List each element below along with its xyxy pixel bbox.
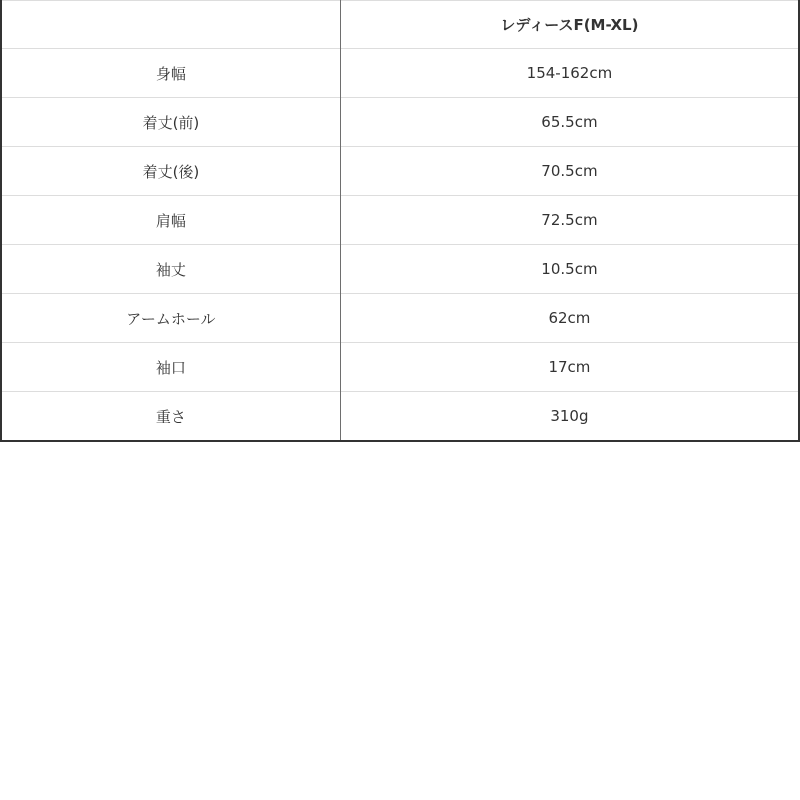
row-value: 65.5cm	[340, 98, 799, 147]
row-value: 72.5cm	[340, 196, 799, 245]
row-label: 袖口	[1, 343, 340, 392]
row-value: 70.5cm	[340, 147, 799, 196]
header-cell-empty	[1, 1, 340, 49]
row-label: 袖丈	[1, 245, 340, 294]
table-row	[1, 147, 799, 196]
header-cell-size-label: レディースF(M-XL)	[500, 16, 639, 34]
row-label: アームホール	[1, 294, 340, 343]
table-row	[1, 343, 799, 392]
table-row	[1, 196, 799, 245]
row-value: 310g	[340, 392, 799, 442]
table-row	[1, 49, 799, 98]
table-row	[1, 245, 799, 294]
row-label: 重さ	[1, 392, 340, 442]
row-value: 62cm	[340, 294, 799, 343]
table-row	[1, 294, 799, 343]
table-row	[1, 98, 799, 147]
row-label: 肩幅	[1, 196, 340, 245]
row-label-miha ba: 身幅	[1, 49, 340, 98]
row-value: 17cm	[340, 343, 799, 392]
row-value: 154-162cm	[340, 49, 799, 98]
row-label: 着丈(前)	[1, 98, 340, 147]
table-header-row	[1, 1, 799, 49]
row-label: 着丈(後)	[1, 147, 340, 196]
table-row	[1, 392, 799, 442]
row-value: 10.5cm	[340, 245, 799, 294]
